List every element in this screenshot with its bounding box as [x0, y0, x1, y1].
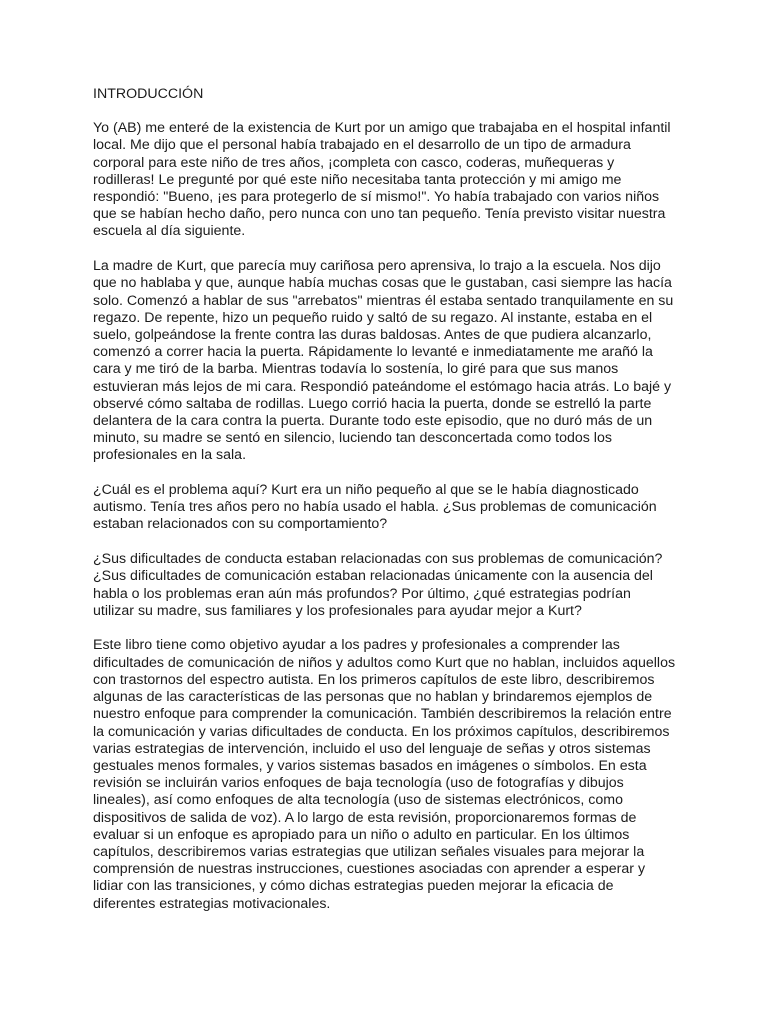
paragraph-line: comenzó a correr hacia la puerta. Rápidamente lo levanté e inmediatamente me arañó la — [93, 344, 653, 361]
paragraph-line: ¿Sus dificultades de comunicación estaban relacionadas únicamente con la ausencia del — [93, 568, 653, 585]
paragraph-line: regazo. De repente, hizo un pequeño ruido y saltó de su regazo. Al instante, estaba en el — [93, 309, 653, 326]
paragraph-line: profesionales en la sala. — [93, 447, 247, 464]
body-paragraph — [93, 120, 677, 240]
paragraph-line: local. Me dijo que el personal había trabajado en el desarrollo de un tipo de armadura — [93, 137, 631, 154]
paragraph-line: gestuales menos formales, y varios sistemas basados en imágenes o símbolos. En esta — [93, 757, 647, 774]
paragraph-line: la comunicación y varias dificultades de conducta. En los próximos capítulos, describiremos — [93, 723, 670, 740]
paragraph-line: delantera de la cara contra la puerta. Durante todo este episodio, que no duró más de un — [93, 412, 653, 429]
paragraph-line: escuela al día siguiente. — [93, 223, 246, 240]
paragraph-line: autismo. Tenía tres años pero no había usado el habla. ¿Sus problemas de comunicación — [93, 499, 657, 516]
paragraph-line: que se habían hecho daño, pero nunca con uno tan pequeño. Tenía previsto visitar nuestra — [93, 206, 666, 223]
paragraph-line: cara y me tiró de la barba. Mientras todavía lo sostenía, lo giré para que sus manos — [93, 361, 619, 378]
paragraph-line: lidiar con las transiciones, y cómo dichas estrategias pueden mejorar la eficacia de — [93, 878, 614, 895]
paragraph-line: Este libro tiene como objetivo ayudar a los padres y profesionales a comprender las — [93, 637, 620, 654]
paragraph-line: varias estrategias de intervención, incluido el uso del lenguaje de señas y otros sistemas — [93, 740, 651, 757]
body-paragraph — [93, 482, 677, 534]
paragraph-line: estuvieran más lejos de mi cara. Respondió pateándome el estómago hacia atrás. Lo bajé y — [93, 378, 672, 395]
paragraph-line: utilizar su madre, sus familiares y los profesionales para ayudar mejor a Kurt? — [93, 602, 582, 619]
paragraph-line: observé cómo saltaba de rodillas. Luego corrió hacia la puerta, donde se estrelló la parte — [93, 395, 652, 412]
paragraph-line: algunas de las características de las personas que no hablan y brindaremos ejemplos de — [93, 689, 653, 706]
paragraph-line: ¿Cuál es el problema aquí? Kurt era un niño pequeño al que se le había diagnosticado — [93, 482, 639, 499]
paragraph-line: que no hablaba y que, aunque había muchas cosas que le gustaban, casi siempre las hacía — [93, 275, 672, 292]
paragraph-line: comprensión de nuestras instrucciones, cuestiones asociadas con aprender a esperar y — [93, 861, 646, 878]
paragraph-line: con trastornos del espectro autista. En los primeros capítulos de este libro, describiremos — [93, 671, 655, 688]
body-paragraph — [93, 637, 677, 912]
paragraph-line: minuto, su madre se sentó en silencio, luciendo tan desconcertada como todos los — [93, 430, 612, 447]
paragraph-line: revisión se incluirán varios enfoques de baja tecnología (uso de fotografías y dibujos — [93, 775, 624, 792]
paragraph-line: suelo, golpeándose la frente contra las duras baldosas. Antes de que pudiera alcanzarlo, — [93, 326, 652, 343]
paragraph-line: evaluar si un enfoque es apropiado para un niño o adulto en particular. En los últimos — [93, 826, 630, 843]
document-heading: INTRODUCCIÓN — [93, 86, 204, 102]
paragraph-line: ¿Sus dificultades de conducta estaban relacionadas con sus problemas de comunicación? — [93, 551, 663, 568]
paragraph-line: nuestro enfoque para comprender la comunicación. También describiremos la relación entre — [93, 706, 672, 723]
paragraph-line: Yo (AB) me enteré de la existencia de Kurt por un amigo que trabajaba en el hospital infantil — [93, 120, 671, 137]
document-page — [93, 86, 677, 930]
paragraph-line: habla o los problemas eran aún más profundos? Por último, ¿qué estrategias podrían — [93, 585, 631, 602]
paragraph-line: rodilleras! Le pregunté por qué este niño necesitaba tanta protección y mi amigo me — [93, 171, 622, 188]
paragraph-line: capítulos, describiremos varias estrategias que utilizan señales visuales para mejorar la — [93, 843, 645, 860]
document-body — [93, 120, 677, 913]
paragraph-line: dificultades de comunicación de niños y adultos como Kurt que no hablan, incluidos aquellos — [93, 654, 676, 671]
paragraph-line: respondió: "Bueno, ¡es para protegerlo de sí mismo!". Yo había trabajado con varios niños — [93, 189, 660, 206]
paragraph-line: solo. Comenzó a hablar de sus "arrebatos" mientras él estaba sentado tranquilamente en su — [93, 292, 674, 309]
paragraph-line: estaban relacionados con su comportamiento? — [93, 516, 388, 533]
paragraph-line: La madre de Kurt, que parecía muy cariñosa pero aprensiva, lo trajo a la escuela. Nos dijo — [93, 258, 661, 275]
paragraph-line: corporal para este niño de tres años, ¡completa con casco, coderas, muñequeras y — [93, 154, 615, 171]
body-paragraph — [93, 551, 677, 620]
paragraph-line: lineales), así como enfoques de alta tecnología (uso de sistemas electrónicos, como — [93, 792, 623, 809]
paragraph-line: dispositivos de salida de voz). A lo largo de esta revisión, proporcionaremos formas de — [93, 809, 637, 826]
body-paragraph — [93, 258, 677, 464]
paragraph-line: diferentes estrategias motivacionales. — [93, 895, 331, 912]
